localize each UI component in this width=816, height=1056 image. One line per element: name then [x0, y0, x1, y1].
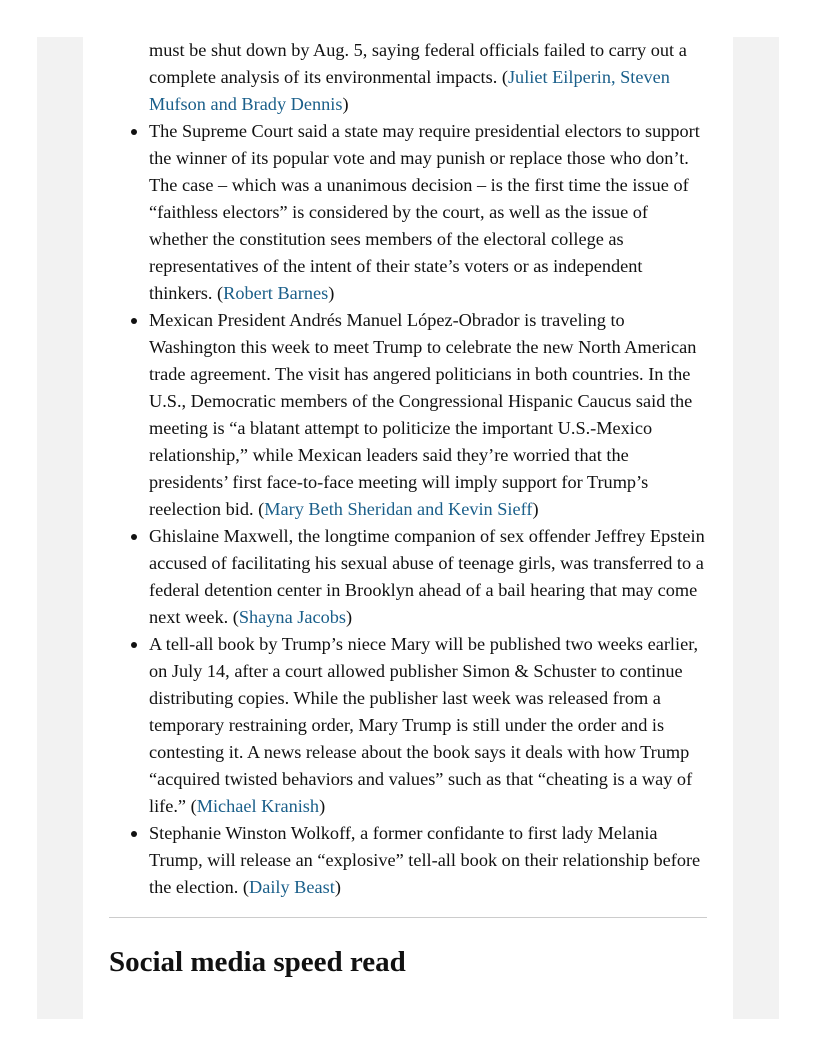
list-item	[109, 523, 707, 631]
item-text: A tell-all book by Trump’s niece Mary will be published two weeks earlier, on July 14, after a court allowed publisher Simon & Schuster to continue distributing copies. While the publisher last week was released from a temporary restraining order, Mary Trump is still under the order and is contesting it. A news release about the book says it deals with how Trump “acquired twisted behaviors and values” such as that “cheating is a way of life.” (	[149, 634, 699, 816]
item-close: )	[319, 796, 326, 816]
item-close: )	[342, 94, 349, 114]
right-margin-panel	[733, 37, 779, 1019]
newsletter-content	[109, 37, 707, 980]
item-text: must be shut down by Aug. 5, saying federal officials failed to carry out a complete analysis of its environmental impacts. (	[149, 40, 687, 87]
source-link-daily-beast[interactable]: Daily Beast	[249, 877, 335, 897]
item-text: Mexican President Andrés Manuel López-Obrador is traveling to Washington this week to meet Trump to celebrate the new North American trade agreement. The visit has angered politicians in both countries. In the U.S., Democratic members of the Congressional Hispanic Caucus said the meeting is “a blatant attempt to politicize the important U.S.-Mexico relationship,” while Mexican leaders said they’re worried that the presidents’ first face-to-face meeting will imply support for Trump’s reelection bid. (	[149, 310, 697, 519]
news-list	[109, 37, 707, 901]
list-item-continued	[109, 37, 707, 118]
source-link-shayna-jacobs[interactable]: Shayna Jacobs	[238, 607, 346, 627]
source-link-robert-barnes[interactable]: Robert Barnes	[223, 283, 329, 303]
section-heading: Social media speed read	[109, 946, 406, 978]
list-item	[109, 820, 707, 901]
item-text: Stephanie Winston Wolkoff, a former confidante to first lady Melania Trump, will release an “explosive” tell-all book on their relationship before the election. (	[149, 823, 701, 897]
item-text: Ghislaine Maxwell, the longtime companion of sex offender Jeffrey Epstein accused of facilitating his sexual abuse of teenage girls, was transferred to a federal detention center in Brooklyn ahead of a bail hearing that may come next week. (	[149, 526, 705, 627]
list-item	[109, 307, 707, 523]
source-link-eilperin-mufson-dennis[interactable]: Juliet Eilperin, Steven Mufson and Brady Dennis	[149, 67, 670, 114]
list-item	[109, 631, 707, 820]
list-item	[109, 118, 707, 307]
left-margin-panel	[37, 37, 83, 1019]
item-close: )	[328, 283, 335, 303]
section-divider	[109, 917, 707, 918]
source-link-sheridan-sieff[interactable]: Mary Beth Sheridan and Kevin Sieff	[264, 499, 533, 519]
item-text: The Supreme Court said a state may require presidential electors to support the winner of its popular vote and may punish or replace those who don’t. The case – which was a unanimous decision – is the first time the issue of “faithless electors” is considered by the court, as well as the issue of whether the constitution sees members of the electoral college as representatives of the intent of their state’s voters or as independent thinkers. (	[149, 121, 700, 303]
item-close: )	[532, 499, 539, 519]
source-link-michael-kranish[interactable]: Michael Kranish	[196, 796, 320, 816]
item-close: )	[334, 877, 341, 897]
item-close: )	[346, 607, 353, 627]
